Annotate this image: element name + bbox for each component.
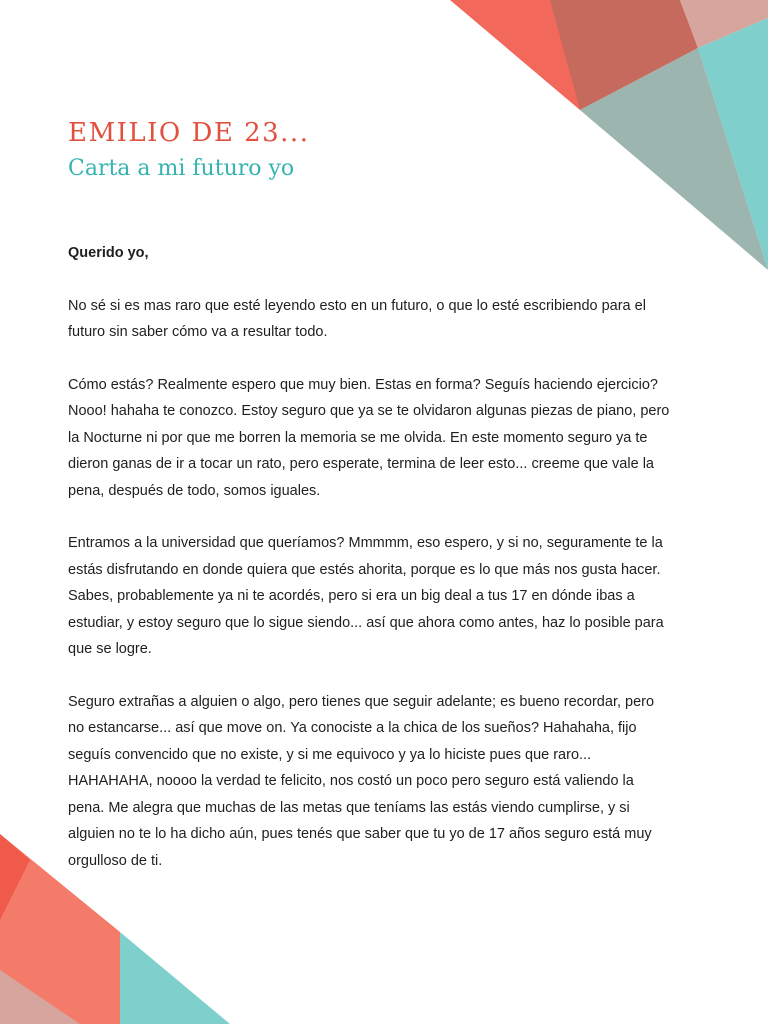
letter-paragraph: Seguro extrañas a alguien o algo, pero tienes que seguir adelante; es bueno recordar, pero no estancarse... así que move on. Ya conociste a la chica de los sueños? Hahahaha, fijo seguís convencido que no existe, y si me equivoco y ya lo hiciste pues que raro... HAHAHAHA, noooo la verdad te felicito, nos costó un poco pero seguro está valiendo la pena. Me alegra que muchas de las metas que teníams las estás viendo cumplirse, y si alguien no te lo ha dicho aún, pues tenés que saber que tu yo de 17 años seguro está muy orgulloso de ti. <box>68 693 655 869</box>
letter-paragraph: Entramos a la universidad que queríamos? Mmmmm, eso espero, y si no, seguramente te la estás disfrutando en donde quiera que estés ahorita, porque es lo que más nos gusta hacer. Sabes, probablemente ya ni te acordés, pero si era un big deal a tus 17 en dónde ibas a estudiar, y estoy seguro que lo sigue siendo... así que ahora como antes, haz lo posible para que se logre. <box>68 535 664 657</box>
letter-body <box>68 240 672 900</box>
page-subtitle: Carta a mi futuro yo <box>68 156 295 181</box>
teal-triangle <box>120 932 230 1024</box>
letter-header <box>68 116 548 184</box>
page-title: EMILIO DE 23... <box>68 118 310 148</box>
letter-paragraph: Cómo estás? Realmente espero que muy bien. Estas en forma? Seguís haciendo ejercicio? Nooo! hahaha te conozco. Estoy seguro que ya se te olvidaron algunas piezas de piano, pero la Nocturne ni por que me borren la memoria se me olvida. En este momento seguro ya te dieron ganas de ir a tocar un rato, pero esperate, termina de leer esto... creeme que vale la pena, después de todo, somos iguales. <box>68 376 670 499</box>
letter-paragraph: No sé si es mas raro que esté leyendo esto en un futuro, o que lo esté escribiendo para el futuro sin saber cómo va a resultar todo. <box>68 297 646 340</box>
letter-greeting: Querido yo, <box>68 245 149 261</box>
